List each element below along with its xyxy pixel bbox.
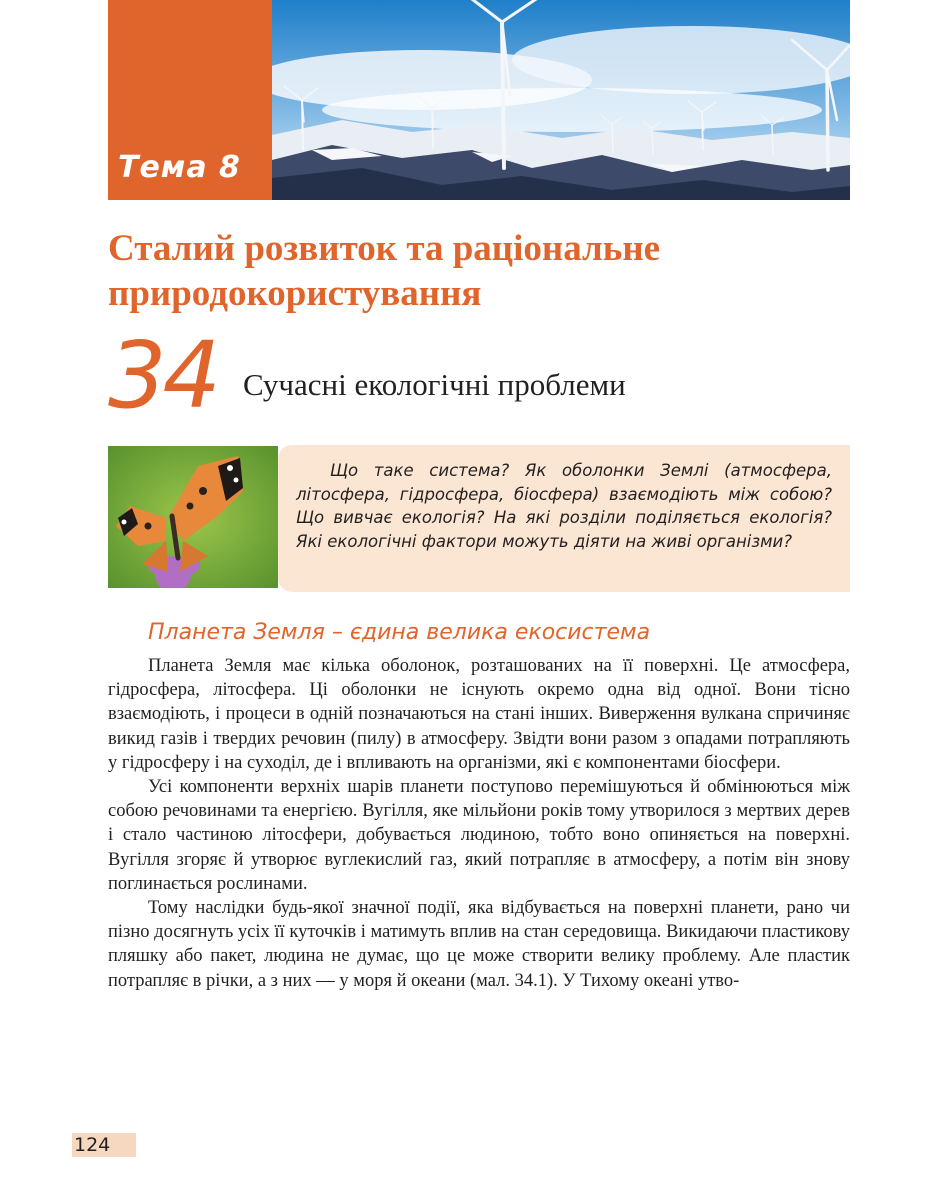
body-paragraph-3: Тому наслідки будь-якої значної події, яка відбувається на поверхні планети, рано чи пізно досягнуть усіх її куточків і матимуть вплив на стан середовища. Викидаючи пластикову пляшку або пакет, людина не думає, що це може створити велику проблему. Але пластик потрапляє в річки, а з них — у моря й океани (мал. 34.1). У Тихому океані утво- [108, 898, 850, 991]
body-text [108, 654, 850, 993]
body-paragraph-2: Усі компоненти верхніх шарів планети поступово перемішуються й обмінюються між собою речовинами та енергією. Вугілля, яке мільйони років тому утворилося з мертвих дерев і стало частиною літосфери, добувається людиною, тобто воно опиняється на поверхні. Вугілля згоряє й утворює вуглекислий газ, який потрапляє в атмосферу, а потім він знову поглинається рослинами. [108, 777, 850, 894]
paragraph-title: Сучасні екологічні проблеми [243, 367, 626, 402]
subheading: Планета Земля – єдина велика екосистема [148, 620, 651, 645]
wind-turbines-photo [272, 0, 850, 200]
review-questions: Що таке система? Як оболонки Землі (атмосфера, літосфера, гідросфера, біосфера) взаємодіють між собою? Що вивчає екологія? На які розділи поділяється екологія? Які екологічні фактори можуть діяти на живі організми? [296, 461, 832, 551]
paragraph-number: 34 [108, 322, 218, 429]
body-paragraph-1: Планета Земля має кілька оболонок, розташованих на її поверхні. Це атмосфера, гідросфера, літосфера. Ці оболонки не існують окремо одна від одної. Вони тісно взаємодіють, і процеси в одній позначаються на стані інших. Виверження вулкана спричиняє викид газів і твердих речовин (пилу) в атмосферу. Звідти вони разом з опадами потрапляють у гідросферу і на суходіл, де і впливають на організми, які є компонентами біосфери. [108, 656, 850, 773]
questions-box [278, 445, 850, 592]
butterfly-photo [108, 446, 278, 588]
theme-label: Тема 8 [118, 150, 241, 185]
page-number: 124 [74, 1134, 111, 1156]
section-title: Сталий розвиток та раціональне природокористування [108, 228, 661, 314]
